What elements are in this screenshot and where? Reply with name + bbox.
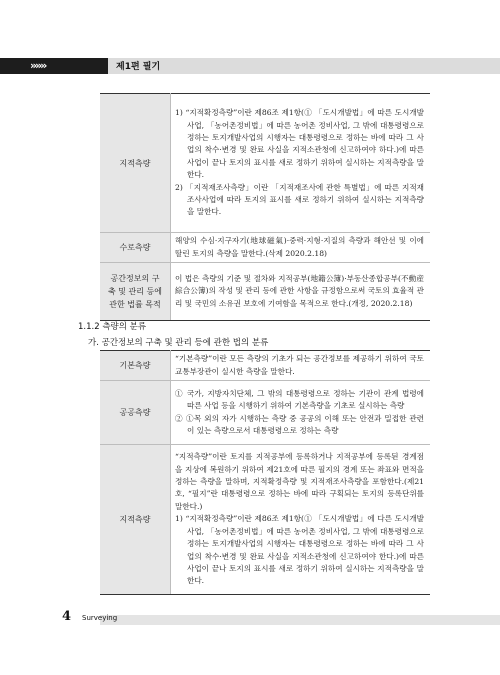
table-row xyxy=(100,94,430,233)
page-footer xyxy=(0,609,500,626)
table-row xyxy=(100,445,430,595)
list-item: 이 법은 측량의 기준 및 절차와 지적공부(地籍公簿)·부동산종합공부(不動産綜合公簿)의 작성 및 관리 등에 관한 사항을 규정함으로써 국토의 효율적 관리 및 국민의 소유권 보호에 기여함을 목적으로 한다.(개정, 2020.2.18) xyxy=(175,273,424,308)
table-row xyxy=(100,351,430,381)
section-heading: 1.1.2 측량의 분류 xyxy=(78,322,147,332)
list-item: “지적측량”이란 토지를 지적공부에 등록하거나 지적공부에 등록된 경계점을 지상에 복원하기 위하여 제21호에 따른 필지의 경계 또는 좌표와 면적을 정하는 측량을 말하며, 지적확정측량 및 지적재조사측량을 포함한다.(제21호, “필지”란 대통령령으로 정하는 바에 따라 구획되는 토지의 등록단위를 말한다.) xyxy=(175,452,424,511)
row-label: 지적측량 xyxy=(100,94,171,233)
list-item: ② ①목 외의 자가 시행하는 측량 중 공공의 이해 또는 안전과 밀접한 관련이 있는 측량으로서 대통령령으로 정하는 측량 xyxy=(175,413,424,435)
list-item: 1) “지적확정측량”이란 제86조 제1항(① 「도시개발법」에 다른 도시개발사업, 「농어촌정비법」에 따른 농어촌 정비사업, 그 밖에 대통령령으로 정하는 토지개발사업의 시행자는 대통령령으로 정하는 바에 따라 그 사업의 착수·변경 및 완료 사실을 지적소관청에 신고하여야 한다.)에 따른 사업이 끝나 토지의 표시를 새로 정하기 위하여 실시하는 지적측량을 말한다. xyxy=(175,514,424,586)
definition-table-1 xyxy=(100,93,430,321)
list-item: “기본측량”이란 모든 측량의 기초가 되는 공간정보를 제공하기 위하여 국토교통부장관이 실시한 측량을 말한다. xyxy=(175,354,424,376)
row-label: 공공측량 xyxy=(100,381,171,445)
row-label: 기본측량 xyxy=(100,351,171,381)
row-content xyxy=(171,233,431,263)
list-item: 해양의 수심·지구자기(地球磁氣)·중력·지형·지질의 측량과 해안선 및 이에 딸린 토지의 측량을 말한다.(삭제 2020.2.18) xyxy=(175,236,424,258)
footer-label: Surveying xyxy=(82,614,118,622)
list-item: 1) “지적확정측량”이란 제86조 제1항(① 「도시개발법」에 따른 도시개발사업, 「농어촌정비법」에 따른 농어촌 정비사업, 그 밖에 대통령령으로 정하는 토지개발사업의 시행자는 대통령령으로 정하는 바에 따라 그 사업의 착수·변경 및 완료 사실을 지적소관청에 신고하여야 하다.)에 따른 사업이 끝나 토지의 표시를 새로 정하기 위하여 실시하는 지적측량을 말한다. xyxy=(175,108,424,180)
chevrons-icon: »»» xyxy=(30,59,46,72)
row-content xyxy=(171,351,431,381)
row-label: 공간정보의 구축 및 관리 등에 관한 법률 목적 xyxy=(100,263,171,321)
table-row xyxy=(100,263,430,321)
row-content xyxy=(171,445,431,595)
list-item: ① 국가, 지방자치단체, 그 밖의 대통령령으로 정하는 기관이 관계 법령에 따른 사업 등을 시행하기 위하여 기본측량을 기초로 실시하는 측량 xyxy=(175,388,424,411)
footer-bar xyxy=(100,615,500,625)
row-label: 지적측량 xyxy=(100,445,171,595)
header-dark-block xyxy=(0,58,108,74)
page-number: 4 xyxy=(62,609,72,624)
chapter-title: 제1편 필기 xyxy=(116,62,161,72)
row-label: 수로측량 xyxy=(100,233,171,263)
row-content xyxy=(171,263,431,321)
row-content xyxy=(171,94,431,233)
row-content xyxy=(171,381,431,445)
list-item: 2) 「지적재조사측량」이란 「지적재조사에 관한 특별법」에 따른 지적재조사사업에 따라 토지의 표시를 새로 정하기 위하여 실시하는 지적측량을 말한다. xyxy=(175,182,424,217)
classification-table xyxy=(100,350,430,595)
table-row xyxy=(100,381,430,445)
chapter-header xyxy=(0,58,500,74)
header-light-block xyxy=(108,58,500,74)
section-subheading: 가. 공간정보의 구축 및 관리 등에 관한 법의 분류 xyxy=(88,338,269,348)
table-row xyxy=(100,233,430,263)
